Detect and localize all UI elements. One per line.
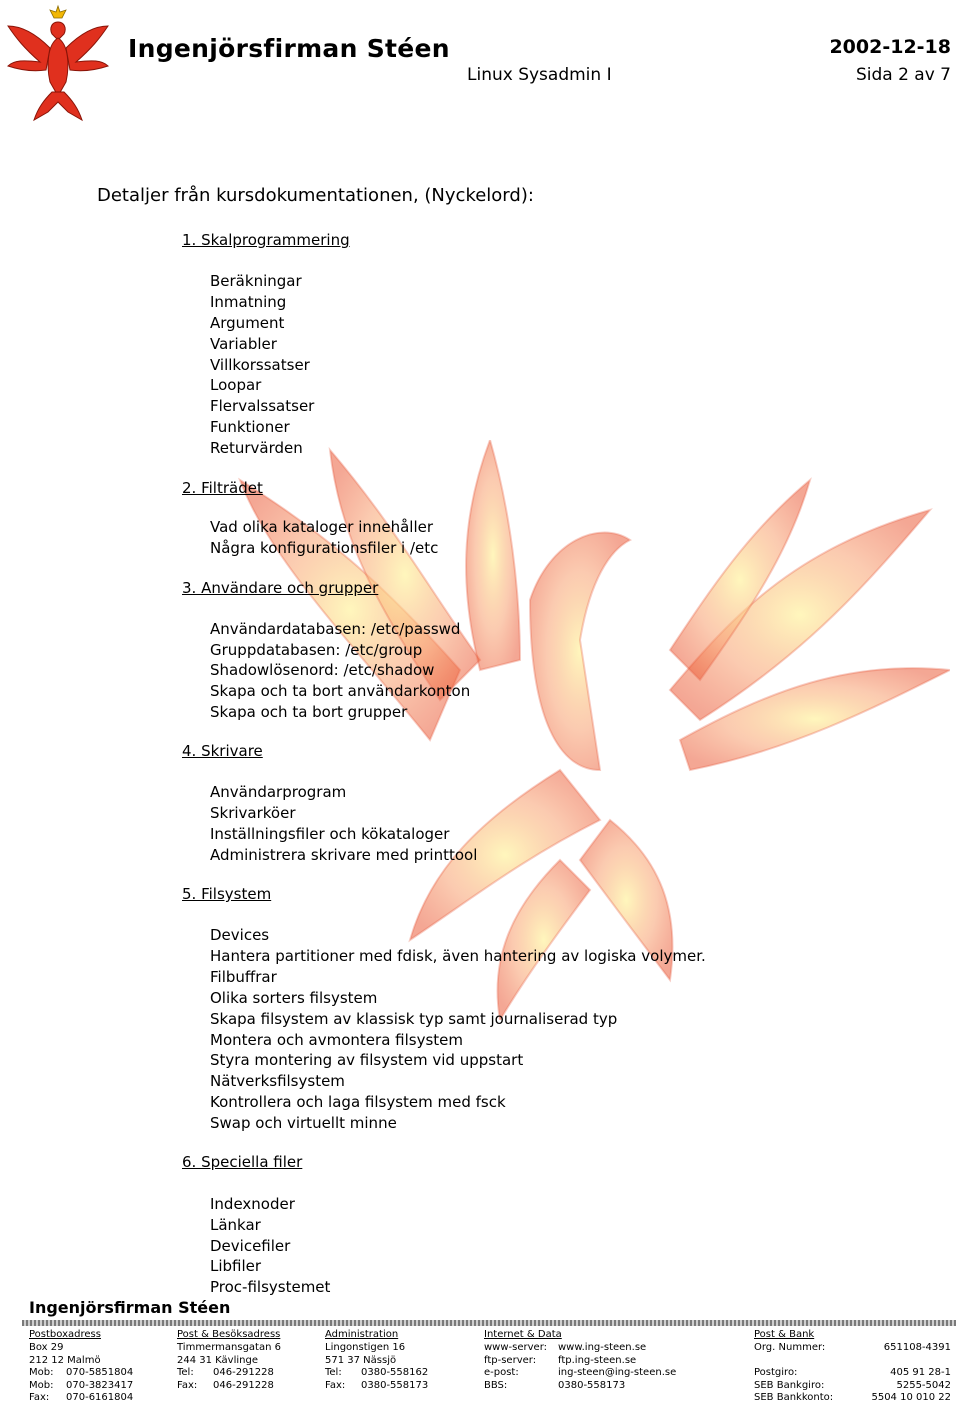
footer-heading: Postboxadress <box>29 1329 101 1340</box>
page-number: Sida 2 av 7 <box>855 65 951 85</box>
list-item: Länkar <box>210 1216 261 1234</box>
eagle-emblem-icon <box>6 4 110 124</box>
ftp-link[interactable]: ftp.ing-steen.se <box>558 1355 637 1366</box>
footer-value: 046-291228 <box>213 1380 274 1391</box>
footer-value: 5504 10 010 22 <box>871 1392 951 1403</box>
website-link[interactable]: www.ing-steen.se <box>558 1342 647 1353</box>
footer-text: 244 31 Kävlinge <box>177 1355 258 1366</box>
footer-heading: Post & Besöksadress <box>177 1329 281 1340</box>
footer-company: Ingenjörsfirman Stéen <box>29 1298 231 1317</box>
intro-heading: Detaljer från kursdokumentationen, (Nyckelord): <box>97 185 534 206</box>
email-link[interactable]: ing-steen@ing-steen.se <box>558 1367 677 1378</box>
footer-label: Fax: <box>29 1392 50 1403</box>
footer-value: 046-291228 <box>213 1367 274 1378</box>
footer-divider <box>22 1320 956 1326</box>
list-item: Montera och avmontera filsystem <box>210 1031 464 1049</box>
footer-heading: Internet & Data <box>484 1329 562 1340</box>
footer-value: 5255-5042 <box>896 1380 951 1391</box>
list-item: Styra montering av filsystem vid uppstart <box>210 1051 524 1069</box>
footer-value: 070-6161804 <box>66 1392 134 1403</box>
footer-label: ftp-server: <box>484 1355 537 1366</box>
list-item: Devices <box>210 926 270 944</box>
footer-value: 0380-558173 <box>558 1380 626 1391</box>
list-item: Hantera partitioner med fdisk, även hantering av logiska volymer. <box>210 947 706 965</box>
company-title: Ingenjörsfirman Stéen <box>128 34 450 63</box>
footer-label: Tel: <box>177 1367 194 1378</box>
list-item: Returvärden <box>210 439 303 457</box>
footer-text: Lingonstigen 16 <box>325 1342 406 1353</box>
footer-text: Timmermansgatan 6 <box>177 1342 281 1353</box>
list-item: Skrivarköer <box>210 804 296 822</box>
list-item: Skapa och ta bort grupper <box>210 703 408 721</box>
list-item: Flervalssatser <box>210 397 315 415</box>
footer-heading: Post & Bank <box>754 1329 815 1340</box>
list-item: Några konfigurationsfiler i /etc <box>210 539 439 557</box>
list-item: Vad olika kataloger innehåller <box>210 518 434 536</box>
footer-value: 070-5851804 <box>66 1367 134 1378</box>
list-item: Administrera skrivare med printtool <box>210 846 478 864</box>
list-item: Skapa och ta bort användarkonton <box>210 682 471 700</box>
list-item: Användarprogram <box>210 783 347 801</box>
list-item: Villkorssatser <box>210 356 310 374</box>
footer-label: e-post: <box>484 1367 519 1378</box>
list-item: Skapa filsystem av klassisk typ samt journaliserad typ <box>210 1010 618 1028</box>
header-date: 2002-12-18 <box>829 36 951 58</box>
footer-label: Fax: <box>325 1380 346 1391</box>
list-item: Proc-filsystemet <box>210 1278 331 1296</box>
footer-label: Mob: <box>29 1380 54 1391</box>
footer-value: 070-3823417 <box>66 1380 134 1391</box>
list-item: Funktioner <box>210 418 290 436</box>
footer-value: 0380-558162 <box>361 1367 429 1378</box>
list-item: Loopar <box>210 376 262 394</box>
footer-text: 212 12 Malmö <box>29 1355 101 1366</box>
section-heading: 3. Användare och grupper <box>182 579 379 597</box>
footer-label: Org. Nummer: <box>754 1342 826 1353</box>
footer-label: Postgiro: <box>754 1367 798 1378</box>
footer-label: SEB Bankkonto: <box>754 1392 834 1403</box>
footer-label: Tel: <box>325 1367 342 1378</box>
footer-label: BBS: <box>484 1380 508 1391</box>
list-item: Filbuffrar <box>210 968 277 986</box>
list-item: Inmatning <box>210 293 287 311</box>
footer-text: Box 29 <box>29 1342 64 1353</box>
section-heading: 4. Skrivare <box>182 742 263 760</box>
course-title: Linux Sysadmin I <box>467 65 612 85</box>
list-item: Nätverksfilsystem <box>210 1072 345 1090</box>
section-heading: 6. Speciella filer <box>182 1153 303 1171</box>
list-item: Devicefiler <box>210 1237 291 1255</box>
footer-value: 0380-558173 <box>361 1380 429 1391</box>
section-heading: 2. Filträdet <box>182 479 263 497</box>
list-item: Indexnoder <box>210 1195 295 1213</box>
footer-value: 405 91 28-1 <box>890 1367 951 1378</box>
footer-text: 571 37 Nässjö <box>325 1355 397 1366</box>
list-item: Libfiler <box>210 1257 262 1275</box>
footer-label: www-server: <box>484 1342 547 1353</box>
list-item: Variabler <box>210 335 277 353</box>
footer-label: SEB Bankgiro: <box>754 1380 825 1391</box>
section-heading: 1. Skalprogrammering <box>182 231 350 249</box>
list-item: Beräkningar <box>210 272 302 290</box>
list-item: Olika sorters filsystem <box>210 989 378 1007</box>
section-heading: 5. Filsystem <box>182 885 272 903</box>
list-item: Swap och virtuellt minne <box>210 1114 397 1132</box>
list-item: Inställningsfiler och kökataloger <box>210 825 450 843</box>
footer-label: Mob: <box>29 1367 54 1378</box>
list-item: Användardatabasen: /etc/passwd <box>210 620 461 638</box>
footer-label: Fax: <box>177 1380 198 1391</box>
list-item: Argument <box>210 314 285 332</box>
list-item: Gruppdatabasen: /etc/group <box>210 641 423 659</box>
footer-heading: Administration <box>325 1329 399 1340</box>
footer-value: 651108-4391 <box>883 1342 951 1353</box>
list-item: Kontrollera och laga filsystem med fsck <box>210 1093 506 1111</box>
list-item: Shadowlösenord: /etc/shadow <box>210 661 435 679</box>
